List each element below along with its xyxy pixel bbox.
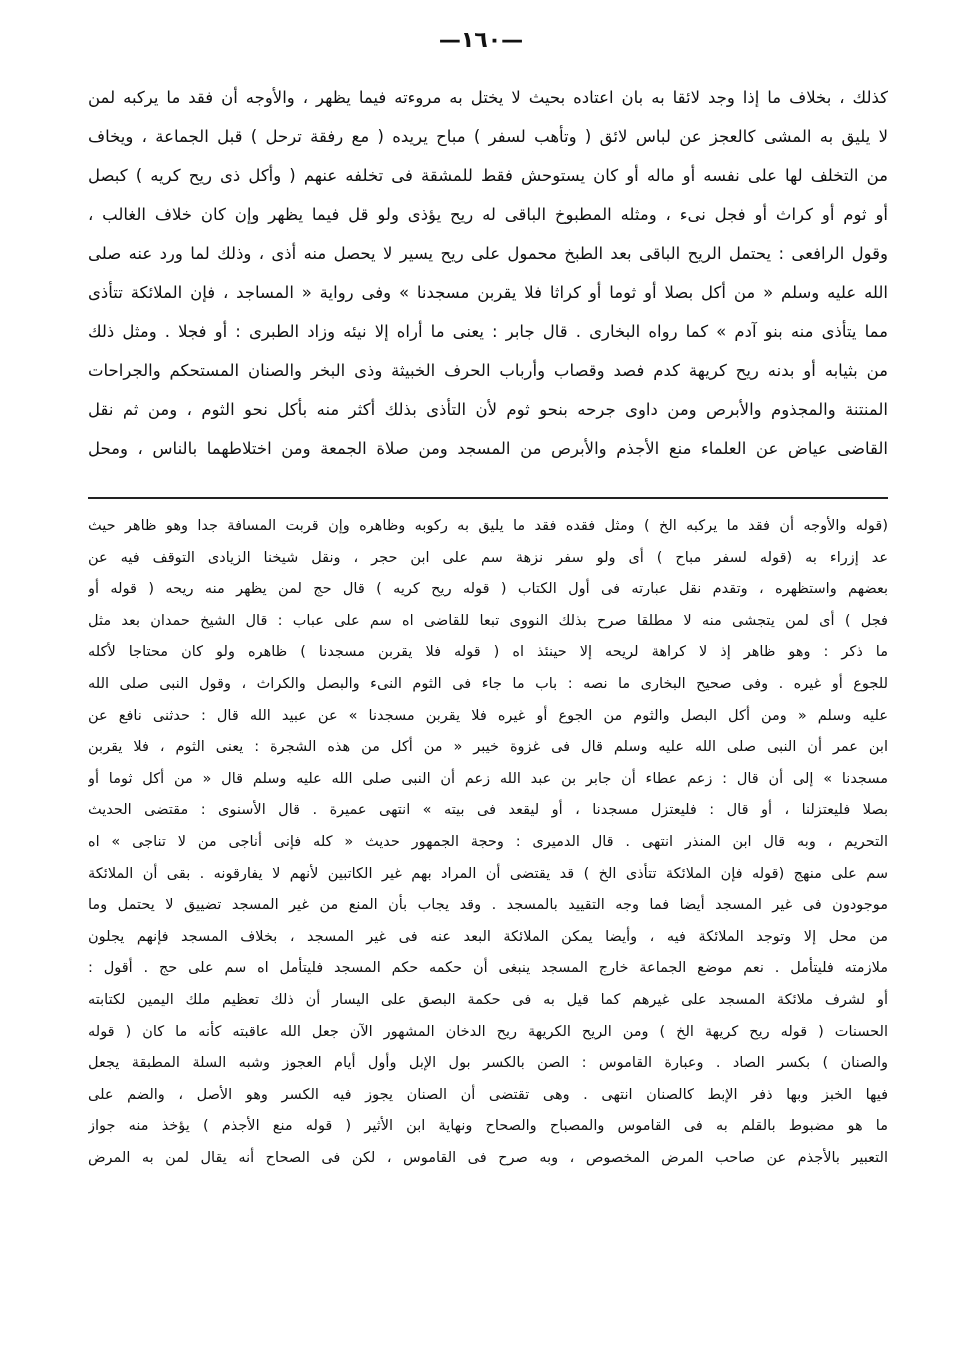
footnote-line: التحريم ، وبه قال ابن المنذر انتهى . قال الدميرى : وحجة الجمهور حديث « كله فإنى أناجى من لا تناجى » اه: [88, 833, 888, 850]
footnote-line: (قوله والأوجه أن فقد ما يركبه الخ ) ومثل فقده فقد ما يليق به ركوبه وظاهره وإن قربت المسافة جدا وهو ظاهر حيث: [88, 518, 888, 534]
footnote-line: موجودون فى غير المسجد أيضا فما وجه التقييد بالمسجد . وقد يجاب بأن المنع من غير المسجد تضييق لا يحتمل وما: [88, 897, 888, 914]
footnote-line: بصلا فليعتزلنا ، أو قال : فليعتزل مسجدنا ، أو ليقعد فى بيته » انتهى عميرة . قال الأسنوى : مقتضى الحديث: [88, 802, 888, 819]
main-text-line: من التخلف لها على نفسه أو ماله أو كان يستوحش فقط للمشقة فى تخلفه عنهم ( وأكل ذى ريح كريه ) كبصل: [88, 166, 888, 185]
footnote-line: سم على منهج (قوله فإن الملائكة تتأذى الخ ) قد يقتضى أن المراد بهم غير الكاتبين لأنهم لا يفارقونه . بقى أن الملائكة: [88, 865, 888, 882]
page-number: —١٦٠—: [438, 28, 524, 53]
footnote-line: والصنان ) بكسر الصاد . وعبارة القاموس : الصن بالكسر بول الإبل وأول أيام العجوز وشبه السلة المطبقة يجعل: [88, 1055, 888, 1072]
main-text-line: المنتنة والمجذوم والأبرص ومن داوى جرحه بنحو ثوم لأن التأذى بذلك أكثر منه بأكل نحو الثوم ، ومن ثم نقل: [88, 400, 888, 419]
footnote-line: للجوع أو غيره . وفى صحيح البخارى ما نصه : باب ما جاء فى الثوم النىء والبصل والكراث ، وقول النبى صلى الله: [88, 675, 888, 692]
footnote-line: ابن عمر أن النبى صلى الله عليه وسلم قال فى غزوة خيبر « من أكل من هذه الشجرة : يعنى الثوم ، فلا يقربن: [88, 739, 888, 756]
footnote-line: ملازمته فليتأمل . نعم موضع الجماعة خارج المسجد ينبغى أن حكمه حكم المسجد فليتأمل اه سم على حج . أقول :: [88, 960, 888, 977]
main-text-line: كذلك ، بخلاف ما إذا وجد لائقا به بان اعتاده بحيث لا يختل به مروءته فيما يظهر ، والأوجه أن فقد ما يركبه لمن: [88, 88, 888, 107]
main-text-line: لا يليق به المشى كالعجز عن لباس لائق ( وتأهب لسفر ) مباح يريده ( مع رفقة ترحل ) قبل الجماعة ، ويخاف: [88, 127, 888, 146]
footnote-line: عليه وسلم « ومن أكل البصل والثوم من الجوع أو غيره فلا يقربن مسجدنا » عن عبيد الله قال : حدثنى نافع عن: [88, 707, 888, 724]
footnote-line: ما ذكر : وهو ظاهر إذ لا كراهة لريحه إلا حينئذ اه ( قوله فلا يقربن مسجدنا ) ظاهره ولو كان محتاجا لأكله: [88, 644, 888, 661]
footnote-line: فجل ) أى لمن يتجشى منه لا مطلقا صرح بذلك النووى تبعا للقاضى اه سم على عباب : قال الشيخ حمدان بعد مثل: [88, 612, 888, 629]
footnote-line: من محل إلا وتوجد الملائكة فيه ، وأيضا يمكن الملائكة البعد عنه فى غير المسجد ، بخلاف المسجد فإنهم يجلون: [88, 928, 888, 945]
main-text-line: أو ثوم أو كراث أو فجل نىء ، ومثله المطبوخ الباقى له ريح يؤذى ولو قل فيما يظهر وإن كان خلاف الغالب ،: [88, 205, 888, 224]
main-text: [88, 78, 888, 468]
footnote-line: الحسنات ( قوله ريح كريهة الخ ) ومن الريح الكريهة ريح الدخان المشهور الآن جعل الله عاقبته كأنه ما كان ( قوله: [88, 1023, 888, 1040]
main-text-line: الله عليه وسلم « من أكل بصلا أو ثوما أو كراثا فلا يقربن مسجدنا » وفى رواية « المساجد ، فإن الملائكة تتأذى: [88, 283, 888, 302]
main-text-line: مما يتأذى منه بنو آدم » كما رواه البخارى . قال جابر : يعنى ما أراه إلا نيئه وزاد الطبرى : أو فجلا . ومثل ذلك: [88, 322, 888, 341]
main-text-line: من بثيابه أو بدنه ريح كريهة كدم فصد وقصاب وأرباب الحرف الخبيثة وذى البخر والصنان المستحكم والجراحات: [88, 361, 888, 380]
footnote-line: عد إزراء به (قوله لسفر مباح ) أى ولو سفر نزهة سم على ابن حجر ، ونقل شيخنا الزيادى التوقف فيه عن: [88, 549, 888, 566]
footnote-line: التعبير بالأجذم عن صاحب المرض المخصوص ، وبه صرح فى القاموس ، لكن فى الصحاح أنه يقال لمن به المرض: [88, 1149, 888, 1166]
footnotes: [88, 511, 888, 1174]
main-text-line: القاضى عياض عن العلماء منع الأجذم والأبرص من المسجد ومن صلاة الجمعة ومن اختلاطهما بالناس ، ومحل: [88, 439, 888, 458]
footnote-line: بعضهم واستظهره ، وتقدم نقل عبارته فى أول الكتاب ( قوله ريح كريه ) قال حج لمن يظهر منه ريحه ( قوله أو: [88, 581, 888, 598]
main-text-line: وقول الرافعى : يحتمل الريح الباقى بعد الطبخ محمول على ريح يسير لا يحصل منه أذى ، وذلك لما ورد عنه صلى: [88, 244, 888, 263]
footnote-line: ما هو مضبوط بالقلم به فى القاموس والمصباح والصحاح ونهاية ابن الأثير ( قوله منع الأجذم ) يؤخذ منه جواز: [88, 1118, 888, 1135]
footnote-line: فيها الخبز وبها ذفر الإبط كالصنان انتهى . وهى تقتضى أن الصنان يجوز فيه الكسر وهو الأصل ، والضم على: [88, 1086, 888, 1103]
footnote-line: أو لشرف ملائكة المسجد على غيرهم كما قيل به فى حكمة البصق على اليسار أن ذلك تعظيم ملك اليمين لكتابته: [88, 991, 888, 1008]
footnote-divider: [88, 497, 888, 499]
footnote-line: مسجدنا » إلى أن قال : زعم عطاء أن جابر بن عبد الله زعم أن النبى صلى الله عليه وسلم قال « من أكل ثوما أو: [88, 770, 888, 787]
